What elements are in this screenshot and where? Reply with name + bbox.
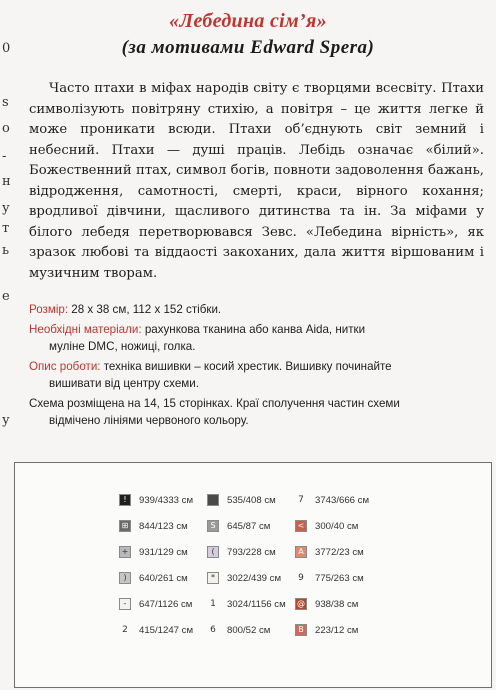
materials-line [29,321,484,355]
legend-swatch: - [119,598,131,610]
legend-swatch: * [207,572,219,584]
size-line [29,301,484,318]
margin-glyph: s [2,95,9,110]
color-key-box [14,462,492,688]
page-title: «Лебедина сім’я» [169,10,327,32]
legend-label: 3024/1156 см [227,598,286,610]
legend-swatch: ⊞ [119,520,131,532]
legend-swatch: 7 [298,494,304,505]
margin-glyph: о [2,121,10,136]
legend-label: 645/87 см [227,520,271,532]
margin-glyph: 0 [2,41,11,56]
legend-label: 415/1247 см [139,624,194,636]
margin-glyph: у [2,413,10,428]
scheme-note-line1: Схема розміщена на 14, 15 сторінках. Краї сполучення частин схеми [29,397,400,410]
left-margin-glyphs [0,0,14,690]
legend-swatch: B [295,624,307,636]
legend-label: 931/129 см [139,546,188,558]
work-value-cont: вишивати від центру схеми. [49,377,199,390]
legend-label: 800/52 см [227,624,271,636]
legend-label: 3022/439 см [227,572,282,584]
legend-entry [207,539,295,565]
color-key-legend [119,487,385,643]
legend-swatch: ) [119,572,131,584]
margin-glyph: т [2,221,10,236]
margin-glyph: у [2,201,10,216]
scheme-note-line2: відмічено лініями червоного кольору. [49,414,249,427]
margin-glyph: н [2,174,11,189]
legend-entry [207,565,295,591]
legend-swatch [207,494,219,506]
legend-label: 640/261 см [139,572,188,584]
legend-entry [119,539,207,565]
legend-label: 647/1126 см [139,598,193,610]
legend-label: 535/408 см [227,494,276,506]
legend-swatch: ( [207,546,219,558]
legend-entry [295,487,385,513]
page-subtitle: (за мотивами Edward Spera) [121,37,375,58]
size-value: 28 х 38 см, 112 х 152 стібки. [68,303,222,316]
margin-glyph: ь [2,243,10,258]
legend-entry [295,617,385,643]
legend-label: 775/263 см [315,572,364,584]
legend-swatch: < [295,520,307,532]
legend-entry [119,617,207,643]
legend-swatch: + [119,546,131,558]
intro-paragraph: Часто птахи в міфах народів світу є творцями всесвіту. Птахи символізують повітряну стихію, а повітря – це життя легке й може проникати всюди. Птахи об’єднують світ земний і небесний. Птахи — душі праців. Лебідь означає «білий». Божественний птах, символ богів, повноти задоволення бажань, відродження, самотності, смерті, краси, вірного кохання; вродливої дівчини, щасливого дитинства та ін. За міфами у білого лебедя перетворювався Зевс. «Лебедина вірність», як зразок любові та віддаості закоханих, дала життя віршованим і музичним творам. [29,81,484,281]
legend-entry [207,617,295,643]
legend-label: 300/40 см [315,520,359,532]
legend-label: 938/38 см [315,598,359,610]
legend-entry [295,539,385,565]
legend-entry [119,565,207,591]
legend-label: 844/123 см [139,520,188,532]
legend-entry [295,565,385,591]
legend-entry [295,591,385,617]
legend-swatch: A [295,546,307,558]
materials-value-cont: муліне DMC, ножиці, голка. [49,340,196,353]
legend-entry [207,513,295,539]
materials-label: Необхідні матеріали: [29,323,142,336]
legend-entry [295,513,385,539]
margin-glyph: е [2,289,10,304]
legend-entry [119,487,207,513]
work-value: техніка вишивки – косий хрестик. Вишивку починайте [100,360,392,373]
legend-label: 939/4333 см [139,494,194,506]
work-line [29,358,484,392]
legend-entry [207,591,295,617]
legend-swatch: @ [297,599,305,608]
materials-value: рахункова тканина або канва Aida, нитки [141,323,366,336]
size-label: Розмір: [29,303,69,316]
scheme-note [29,395,484,429]
legend-swatch: 9 [298,572,304,583]
legend-swatch: ! [119,494,131,506]
legend-swatch: 1 [210,598,216,609]
legend-label: 793/228 см [227,546,276,558]
legend-entry [207,487,295,513]
legend-label: 3743/666 см [315,494,370,506]
margin-glyph: - [2,149,7,164]
legend-label: 3772/23 см [315,546,364,558]
legend-swatch: 6 [210,624,216,635]
legend-entry [119,591,207,617]
legend-swatch: 2 [122,624,128,635]
legend-swatch: S [207,520,219,532]
work-label: Опис роботи: [29,360,101,373]
legend-label: 223/12 см [315,624,359,636]
legend-entry [119,513,207,539]
